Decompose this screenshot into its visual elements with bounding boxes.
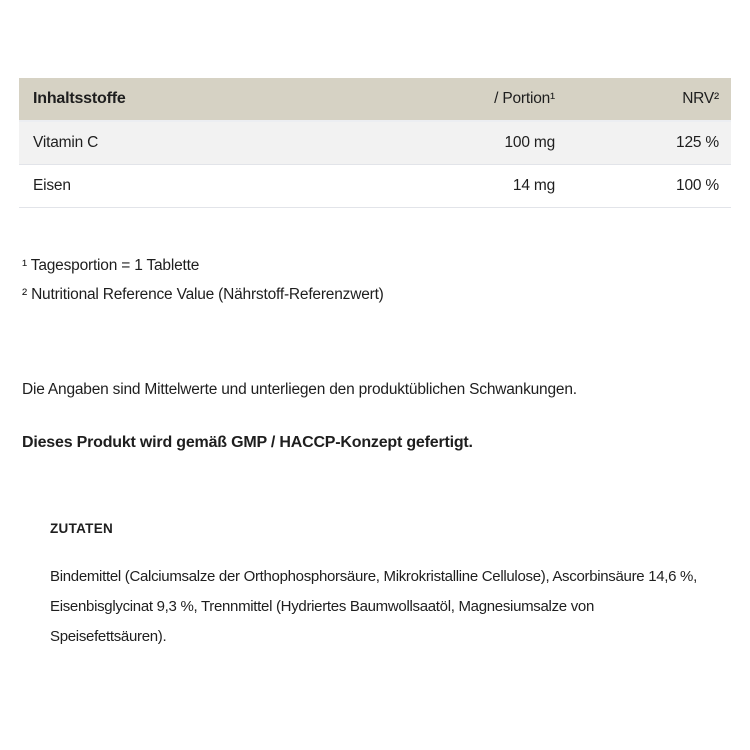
note-gmp: Dieses Produkt wird gemäß GMP / HACCP-Konzept gefertigt. [22,434,473,451]
nutrient-name: Vitamin C [33,134,99,151]
nutrient-name: Eisen [33,177,71,194]
table-row [19,165,731,208]
nutrition-table [19,78,731,208]
ingredients-line: Eisenbisglycinat 9,3 %, Trennmittel (Hydriertes Baumwollsaatöl, Magnesiumsalze von Speisefettsäuren). [50,598,594,645]
ingredients-heading: ZUTATEN [50,521,114,536]
table-header-row [19,78,731,122]
footnote-portion: ¹ Tagesportion = 1 Tablette [22,257,200,274]
ingredients-text [50,562,710,652]
table-footnotes [22,251,384,309]
ingredients-line: Bindemittel (Calciumsalze der Orthophosphorsäure, Mikrokristalline Cellulose), Ascorbinsäure 14,6 %, [50,568,697,585]
table-row [19,122,731,165]
nutrient-nrv: 100 % [676,177,719,194]
column-header-portion: / Portion¹ [494,90,555,107]
column-header-ingredients: Inhaltsstoffe [33,90,126,107]
nutrient-amount: 14 mg [512,177,555,194]
nutrient-nrv: 125 % [676,134,719,151]
nutrient-amount: 100 mg [504,134,555,151]
column-header-nrv: NRV² [682,90,719,107]
footnote-nrv: ² Nutritional Reference Value (Nährstoff-Referenzwert) [22,286,384,303]
note-variability: Die Angaben sind Mittelwerte und unterliegen den produktüblichen Schwankungen. [22,381,577,398]
